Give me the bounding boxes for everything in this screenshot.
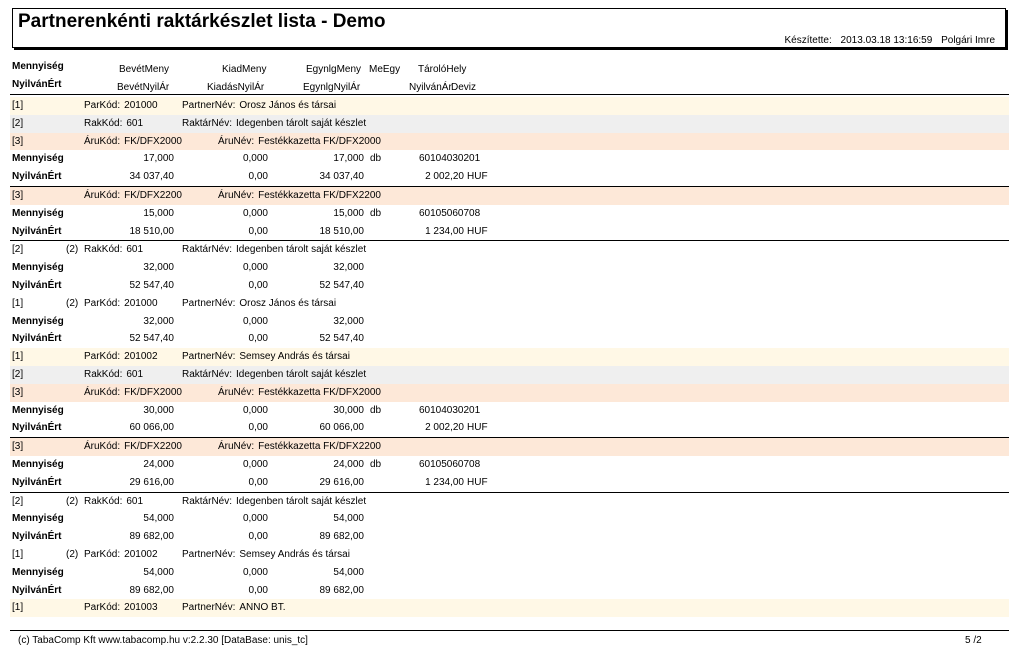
group-name (182, 298, 336, 309)
group-level: [1] (12, 297, 24, 309)
group-count: (2) (66, 495, 79, 507)
group-code-label: ParKód: (84, 548, 121, 560)
row-label: Mennyiség (12, 566, 64, 578)
group-code-value: 601 (126, 117, 144, 129)
group-level: [2] (12, 117, 24, 129)
footer-divider (10, 630, 1009, 631)
group-name-label: PartnerNév: (182, 297, 236, 309)
tarolohely-value: 60104030201 (419, 404, 481, 416)
group-code-value: 201003 (124, 602, 158, 614)
quantity-row (10, 564, 1009, 582)
kiadas-nyilar-value: 0,00 (248, 333, 268, 345)
col-kiadmeny: KiadMeny (222, 64, 267, 75)
group-name (182, 496, 366, 507)
group-name-label: PartnerNév: (182, 100, 236, 111)
kiadas-nyilar-value: 0,00 (248, 531, 268, 543)
kiadas-nyilar-value: 0,00 (248, 171, 268, 183)
bevet-meny-value: 17,000 (143, 153, 174, 165)
tarolohely-value: 60105060708 (419, 207, 481, 219)
deviz-value: HUF (467, 171, 488, 183)
unit-value: db (370, 153, 382, 165)
quantity-row (10, 259, 1009, 277)
bevet-nyilar-value: 52 547,40 (129, 279, 174, 291)
value-row (10, 277, 1009, 295)
egyenleg-meny-value: 32,000 (333, 315, 364, 327)
tarolohely-value: 60105060708 (419, 458, 481, 470)
report-rows (10, 97, 1009, 617)
group-header-row (10, 599, 1009, 617)
group-name (182, 602, 285, 613)
row-label: NyilvánÉrt (12, 531, 62, 543)
group-code (84, 549, 158, 560)
kiadas-nyilar-value: 0,00 (248, 225, 268, 237)
group-code-label: ÁruKód: (84, 441, 121, 453)
col-deviz: Deviz (451, 82, 477, 93)
group-name-label: ÁruNév: (218, 441, 255, 453)
group-name (218, 136, 381, 147)
bevet-meny-value: 24,000 (143, 458, 174, 470)
group-name-value: Semsey András és társai (239, 548, 350, 560)
col-egyenleg-nyilar: EgynlgNyilÁr (303, 82, 361, 93)
footer-page-number: 5 /2 (965, 635, 982, 646)
quantity-row (10, 150, 1009, 168)
tarolohely-value: 60104030201 (419, 153, 481, 165)
report-title: Partnerenkénti raktárkészlet lista - Demo (18, 11, 386, 32)
group-name-label: ÁruNév: (218, 386, 255, 398)
group-code (84, 369, 143, 380)
kiad-meny-value: 0,000 (242, 262, 268, 274)
egyenleg-nyilar-value: 52 547,40 (319, 279, 364, 291)
bevet-nyilar-value: 18 510,00 (129, 225, 174, 237)
egyenleg-nyilar-value: 18 510,00 (319, 225, 364, 237)
egyenleg-nyilar-value: 34 037,40 (319, 171, 364, 183)
bevet-nyilar-value: 89 682,00 (129, 584, 174, 596)
bevet-nyilar-value: 29 616,00 (129, 476, 174, 488)
group-code-value: 601 (126, 244, 144, 256)
group-level: [2] (12, 495, 24, 507)
col-egyenleg-meny: EgynlgMeny (306, 64, 362, 75)
group-level: [3] (12, 189, 24, 201)
group-header-row (10, 348, 1009, 366)
group-level: [1] (12, 548, 24, 560)
group-name-label: PartnerNév: (182, 351, 236, 363)
quantity-row (10, 456, 1009, 474)
group-code (84, 100, 158, 111)
col-meegy: MeEgy (369, 64, 401, 75)
group-name-value: Festékkazetta FK/DFX2200 (258, 441, 381, 453)
group-name-label: ÁruNév: (218, 135, 255, 147)
group-name-value: Orosz János és társai (239, 100, 337, 111)
group-code-value: FK/DFX2000 (124, 135, 182, 147)
row-label: Mennyiség (12, 513, 64, 525)
quantity-row (10, 205, 1009, 223)
group-level: [1] (12, 602, 24, 614)
group-code-label: RakKód: (84, 495, 123, 507)
group-header-row (10, 493, 1009, 511)
row-label: NyilvánÉrt (12, 279, 62, 291)
group-header-row (10, 241, 1009, 259)
kiad-meny-value: 0,000 (242, 207, 268, 219)
group-code (84, 190, 182, 201)
value-row (10, 474, 1009, 493)
report-title-frame (12, 8, 1006, 48)
group-header-row (10, 438, 1009, 456)
group-name-label: RaktárNév: (182, 368, 233, 380)
egyenleg-nyilar-value: 29 616,00 (319, 476, 364, 488)
row-label: Mennyiség (12, 262, 64, 274)
bevet-nyilar-value: 52 547,40 (129, 333, 174, 345)
group-code-value: 201000 (124, 297, 158, 309)
group-header-row (10, 97, 1009, 115)
group-count: (2) (66, 297, 79, 309)
kiadas-nyilar-value: 0,00 (248, 476, 268, 488)
group-code (84, 602, 158, 613)
group-name-label: ÁruNév: (218, 189, 255, 201)
row-label: NyilvánÉrt (12, 171, 62, 183)
egyenleg-nyilar-value: 89 682,00 (319, 584, 364, 596)
unit-value: db (370, 404, 382, 416)
group-code (84, 387, 182, 398)
group-name (182, 118, 366, 129)
group-code (84, 496, 143, 507)
row-label: NyilvánÉrt (12, 225, 62, 237)
group-header-row (10, 133, 1009, 151)
col-kiadas-nyilar: KiadásNyilÁr (207, 82, 265, 93)
col-bevetmeny: BevétMeny (119, 64, 170, 75)
value-row (10, 168, 1009, 187)
bevet-nyilar-value: 60 066,00 (129, 422, 174, 434)
group-name-label: RaktárNév: (182, 244, 233, 256)
group-name-value: Festékkazetta FK/DFX2200 (258, 189, 381, 201)
group-level: [2] (12, 368, 24, 380)
nyilvanar-value: 2 002,20 (425, 422, 464, 434)
group-code-label: ParKód: (84, 351, 121, 363)
egyenleg-meny-value: 54,000 (333, 513, 364, 525)
row-label: NyilvánÉrt (12, 333, 62, 345)
egyenleg-meny-value: 15,000 (333, 207, 364, 219)
made-by-time: 2013.03.18 13:16:59 (840, 35, 933, 46)
value-row (10, 419, 1009, 438)
group-header-row (10, 384, 1009, 402)
kiad-meny-value: 0,000 (242, 404, 268, 416)
egyenleg-meny-value: 32,000 (333, 262, 364, 274)
group-code (84, 351, 158, 362)
footer-copyright: (c) TabaComp Kft www.tabacomp.hu v:2.2.30 [DataBase: unis_tc] (18, 635, 308, 646)
nyilvanar-value: 1 234,00 (425, 476, 464, 488)
group-name-value: Festékkazetta FK/DFX2000 (258, 386, 381, 398)
group-code-label: ParKód: (84, 602, 121, 614)
group-level: [1] (12, 100, 24, 111)
group-code (84, 441, 182, 452)
group-code (84, 118, 143, 129)
group-name (218, 190, 381, 201)
egyenleg-meny-value: 30,000 (333, 404, 364, 416)
row-label: NyilvánÉrt (12, 422, 62, 434)
kiadas-nyilar-value: 0,00 (248, 279, 268, 291)
bevet-meny-value: 54,000 (143, 513, 174, 525)
egyenleg-nyilar-value: 60 066,00 (319, 422, 364, 434)
group-header-row (10, 295, 1009, 313)
quantity-row (10, 510, 1009, 528)
group-name-value: Orosz János és társai (239, 297, 337, 309)
group-code-value: 601 (126, 368, 144, 380)
bevet-nyilar-value: 89 682,00 (129, 531, 174, 543)
group-name-label: PartnerNév: (182, 602, 236, 614)
bevet-meny-value: 32,000 (143, 315, 174, 327)
bevet-meny-value: 15,000 (143, 207, 174, 219)
unit-value: db (370, 207, 382, 219)
bevet-nyilar-value: 34 037,40 (129, 171, 174, 183)
deviz-value: HUF (467, 476, 488, 488)
group-name-value: Festékkazetta FK/DFX2000 (258, 135, 381, 147)
group-count: (2) (66, 548, 79, 560)
row-label: Mennyiség (12, 207, 64, 219)
group-name-value: ANNO BT. (239, 602, 286, 614)
group-name-value: Idegenben tárolt saját készlet (236, 117, 367, 129)
kiadas-nyilar-value: 0,00 (248, 584, 268, 596)
group-code-label: ParKód: (84, 100, 121, 111)
group-name-value: Idegenben tárolt saját készlet (236, 244, 367, 256)
deviz-value: HUF (467, 422, 488, 434)
group-code-value: 201002 (124, 351, 158, 363)
group-header-row (10, 546, 1009, 564)
value-row (10, 582, 1009, 600)
group-code-label: ÁruKód: (84, 189, 121, 201)
row-label: NyilvánÉrt (12, 584, 62, 596)
made-by-label: Készítette: (784, 35, 832, 46)
group-code-label: ÁruKód: (84, 135, 121, 147)
bevet-meny-value: 32,000 (143, 262, 174, 274)
egyenleg-meny-value: 17,000 (333, 153, 364, 165)
group-name (218, 387, 381, 398)
kiad-meny-value: 0,000 (242, 153, 268, 165)
row-label: Mennyiség (12, 153, 64, 165)
group-code-label: RakKód: (84, 368, 123, 380)
egyenleg-nyilar-value: 52 547,40 (319, 333, 364, 345)
nyilvanar-value: 1 234,00 (425, 225, 464, 237)
group-code-value: 201002 (124, 548, 158, 560)
group-code-label: RakKód: (84, 117, 123, 129)
group-code (84, 298, 158, 309)
value-row (10, 330, 1009, 348)
group-name-label: PartnerNév: (182, 548, 236, 560)
group-header-row (10, 366, 1009, 384)
col-bevet-nyilar: BevétNyilÁr (117, 82, 170, 93)
group-level: [3] (12, 441, 24, 453)
group-code-value: 201000 (124, 100, 158, 111)
quantity-row (10, 402, 1009, 420)
bevet-meny-value: 30,000 (143, 404, 174, 416)
row-label: Mennyiség (12, 315, 64, 327)
group-name (182, 549, 350, 560)
group-level: [1] (12, 351, 24, 363)
group-code-label: ÁruKód: (84, 386, 121, 398)
row-label: Mennyiség (12, 458, 64, 470)
group-code-value: FK/DFX2000 (124, 386, 182, 398)
value-row (10, 528, 1009, 546)
col-nyilvanar: NyilvánÁr (409, 82, 452, 93)
col-tarolohely: TárolóHely (418, 64, 467, 75)
unit-value: db (370, 458, 382, 470)
group-name (218, 441, 381, 452)
value-row (10, 223, 1009, 242)
kiad-meny-value: 0,000 (242, 315, 268, 327)
kiad-meny-value: 0,000 (242, 566, 268, 578)
group-code (84, 136, 182, 147)
header-divider (10, 94, 1009, 95)
group-code-value: 601 (126, 495, 144, 507)
group-name-label: RaktárNév: (182, 495, 233, 507)
group-name-value: Idegenben tárolt saját készlet (236, 495, 367, 507)
group-code-value: FK/DFX2200 (124, 189, 182, 201)
col-mennyiseg: Mennyiség (12, 61, 64, 72)
egyenleg-meny-value: 24,000 (333, 458, 364, 470)
group-code-label: RakKód: (84, 244, 123, 256)
group-name-value: Semsey András és társai (239, 351, 350, 363)
group-level: [2] (12, 244, 24, 256)
nyilvanar-value: 2 002,20 (425, 171, 464, 183)
col-nyilvanert: NyilvánÉrt (12, 79, 62, 90)
bevet-meny-value: 54,000 (143, 566, 174, 578)
egyenleg-meny-value: 54,000 (333, 566, 364, 578)
kiadas-nyilar-value: 0,00 (248, 422, 268, 434)
group-name (182, 244, 366, 255)
group-header-row (10, 115, 1009, 133)
group-name (182, 351, 350, 362)
kiad-meny-value: 0,000 (242, 513, 268, 525)
quantity-row (10, 313, 1009, 331)
group-level: [3] (12, 135, 24, 147)
group-count: (2) (66, 244, 79, 256)
row-label: NyilvánÉrt (12, 476, 62, 488)
deviz-value: HUF (467, 225, 488, 237)
kiad-meny-value: 0,000 (242, 458, 268, 470)
group-code (84, 244, 143, 255)
group-level: [3] (12, 386, 24, 398)
group-name-value: Idegenben tárolt saját készlet (236, 368, 367, 380)
made-by-info (779, 35, 995, 46)
group-code-label: ParKód: (84, 297, 121, 309)
made-by-user: Polgári Imre (941, 35, 995, 46)
group-name (182, 100, 336, 111)
row-label: Mennyiség (12, 404, 64, 416)
egyenleg-nyilar-value: 89 682,00 (319, 531, 364, 543)
group-code-value: FK/DFX2200 (124, 441, 182, 453)
group-name-label: RaktárNév: (182, 117, 233, 129)
group-header-row (10, 187, 1009, 205)
group-name (182, 369, 366, 380)
